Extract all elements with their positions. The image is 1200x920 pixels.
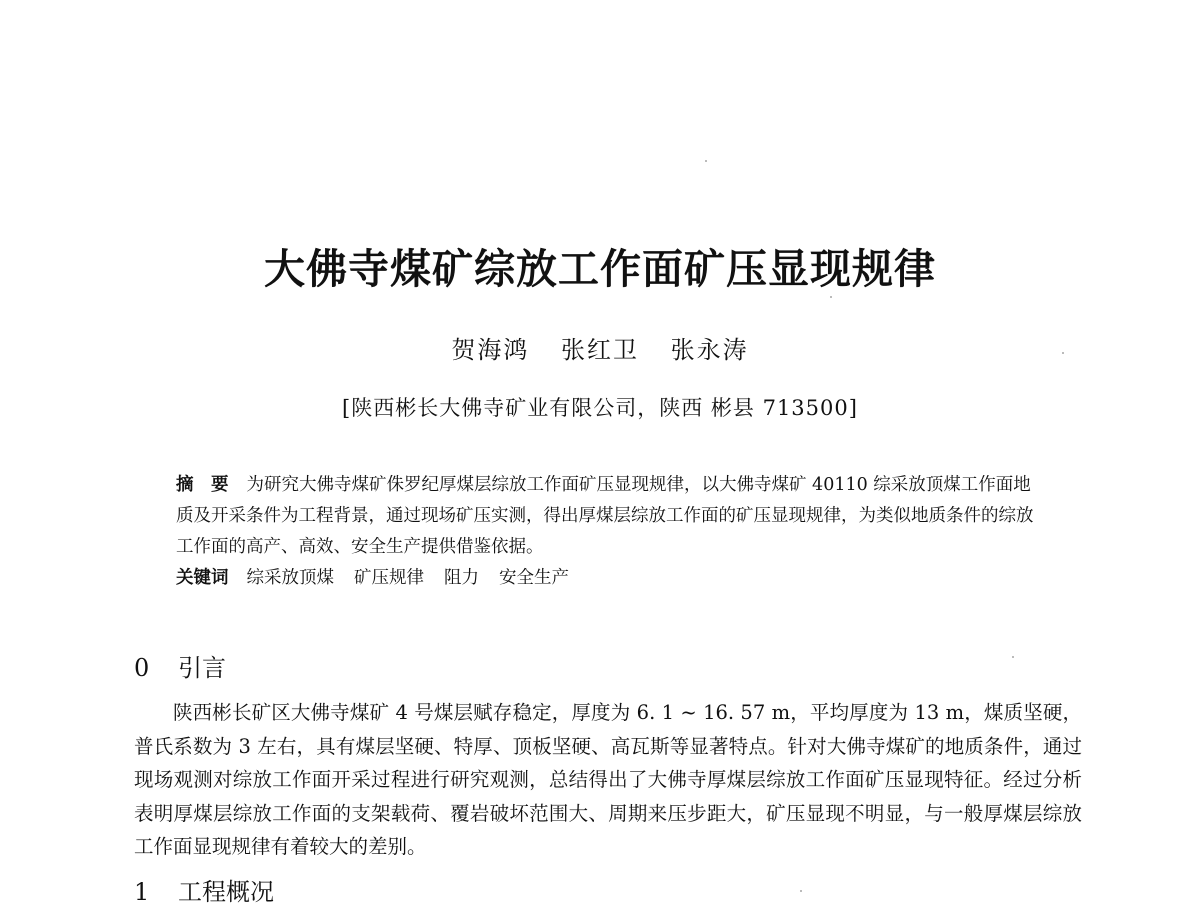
- author-affiliation: [陕西彬长大佛寺矿业有限公司，陕西 彬县 713500]: [342, 396, 858, 420]
- author-name: 贺海鸿: [451, 336, 530, 364]
- scan-speck: [830, 296, 832, 298]
- abstract-paragraph: [176, 470, 1046, 563]
- keyword: 矿压规律: [354, 568, 424, 588]
- section-heading-project-overview: [134, 872, 274, 907]
- scan-speck: [1062, 352, 1064, 354]
- section-heading-introduction: [134, 648, 226, 683]
- keyword: 阻力: [444, 568, 479, 588]
- author-name: 张红卫: [561, 336, 639, 364]
- keyword: 综采放顶煤: [246, 568, 334, 588]
- scan-speck: [1012, 656, 1014, 658]
- keywords-line: [176, 563, 1046, 594]
- paper-title: 大佛寺煤矿综放工作面矿压显现规律: [264, 245, 936, 293]
- scan-speck: [705, 160, 707, 162]
- keyword: 安全生产: [499, 568, 569, 588]
- abstract-block: [176, 470, 1046, 594]
- scan-speck: [800, 890, 802, 892]
- section-number: 1: [134, 878, 150, 906]
- author-list: [0, 330, 1200, 365]
- abstract-label: 摘 要: [176, 475, 229, 495]
- section-number: 0: [134, 654, 150, 682]
- abstract-text: 为研究大佛寺煤矿侏罗纪厚煤层综放工作面矿压显现规律，以大佛寺煤矿 40110 综采放顶煤工作面地质及开采条件为工程背景，通过现场矿压实测，得出厚煤层综放工作面的矿压显现规律，为类似地质条件的综放工作面的高产、高效、安全生产提供借鉴依据。: [176, 475, 1034, 557]
- introduction-paragraph: 陕西彬长矿区大佛寺煤矿 4 号煤层赋存稳定，厚度为 6. 1 ~ 16. 57 m，平均厚度为 13 m，煤质坚硬，普氏系数为 3 左右，具有煤层坚硬、特厚、顶板坚硬、高瓦斯等显著特点。针对大佛寺煤矿的地质条件，通过现场观测对综放工作面开采过程进行研究观测，总结得出了大佛寺厚煤层综放工作面矿压显现特征。经过分析表明厚煤层综放工作面的支架载荷、覆岩破坏范围大、周期来压步距大，矿压显现不明显，与一般厚煤层综放工作面显现规律有着较大的差别。: [134, 701, 1082, 858]
- author-name: 张永涛: [670, 336, 749, 364]
- keywords-label: 关键词: [176, 568, 229, 588]
- section-title: 工程概况: [178, 878, 274, 906]
- section-title: 引言: [178, 654, 226, 682]
